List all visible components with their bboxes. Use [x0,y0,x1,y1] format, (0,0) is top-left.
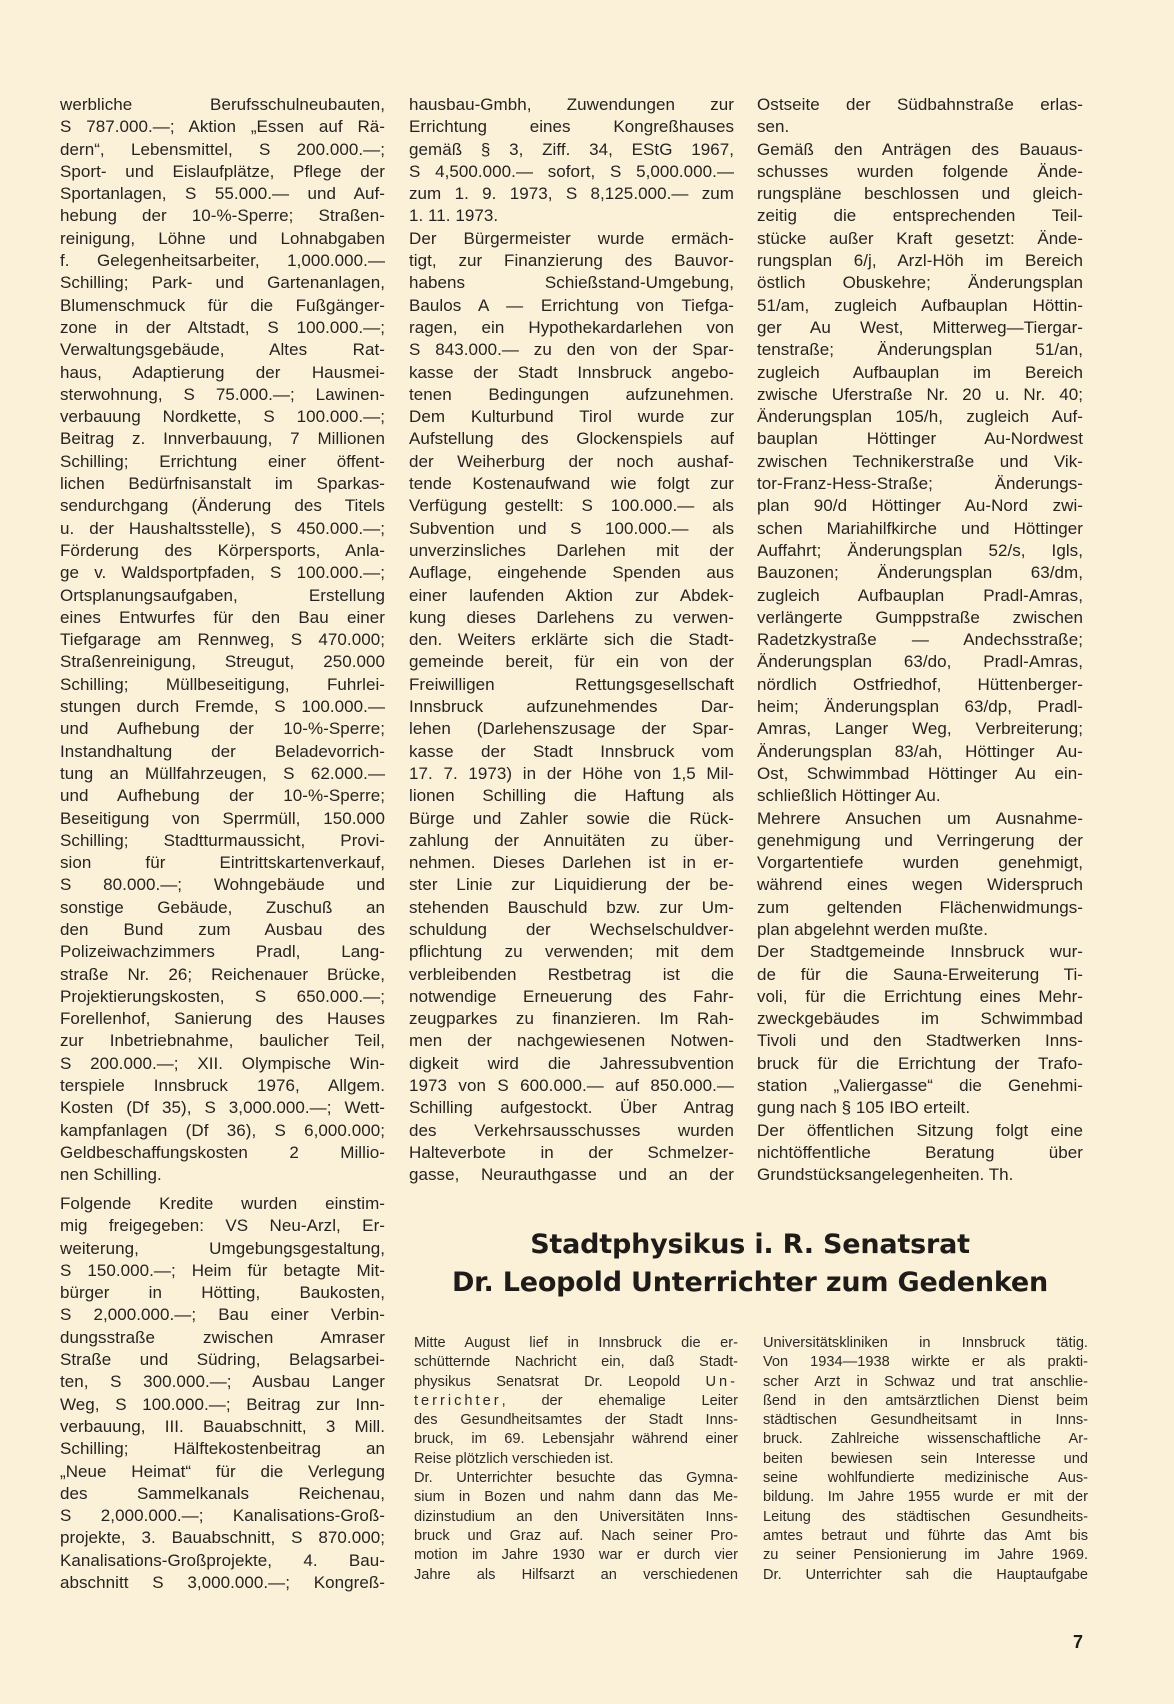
text-line: Amras, Langer Weg, Verbreiterung; [757,719,1083,739]
text-line: Sportanlagen, S 55.000.— und Auf- [60,184,385,204]
text-line: den Bund zum Ausbau des [60,919,385,939]
obituary-column-1 [414,1334,738,1585]
article-column-3 [757,94,1083,1187]
text-line: f. Gelegenheitsarbeiter, 1,000.000.— [60,251,385,271]
text-line: nehmen. Dieses Darlehen ist in er- [409,853,734,873]
text-line: Forellenhof, Sanierung des Hauses [60,1009,385,1029]
text-line: 1. 11. 1973. [409,206,499,226]
text-line: S 4,500.000.— sofort, S 5,000.000.— [409,161,734,181]
text-line: zweckgebäudes im Schwimmbad [757,1009,1083,1029]
text-line: tor-Franz-Hess-Straße; Änderungs- [757,474,1083,494]
text-line: tung an Müllfahrzeugen, S 62.000.— [60,763,385,783]
text-line: Der Stadtgemeinde Innsbruck wur- [757,942,1083,962]
text-line: Der Bürgermeister wurde ermäch- [409,228,734,248]
text-line: hebung der 10-%-Sperre; Straßen- [60,206,385,226]
text-line: 51/am, zugleich Aufbauplan Höttin- [757,295,1083,315]
text-line: Dr. Unterrichter sah die Hauptaufgabe [763,1566,1088,1583]
text-line: Universitätskliniken in Innsbruck tätig. [763,1335,1088,1351]
text-line: zeitig die entsprechenden Teil- [757,206,1083,226]
text-line: reinigung, Löhne und Lohnabgaben [60,228,385,248]
text-line: zahlung der Annuitäten zu über- [409,830,734,850]
text-line: motion im Jahre 1930 war er durch vier [414,1547,738,1564]
text-line: ster Linie zur Liquidierung der be- [409,875,734,895]
text-line: Folgende Kredite wurden einstim- [60,1194,385,1213]
text-line: sendurchgang (Änderung des Titels [60,496,385,516]
text-line: bauplan Höttinger Au-Nordwest [757,429,1083,449]
obituary-headline-line-1: Stadtphysikus i. R. Senatsrat [530,1229,970,1260]
text-line: Halteverbote in der Schmelzer- [409,1142,734,1162]
text-line: gung nach § 105 IBO erteilt. [757,1098,971,1118]
text-line: kasse der Stadt Innsbruck vom [409,741,734,761]
text-line: und Aufhebung der 10-%-Sperre; [60,719,385,739]
text-line: östlich Obuskehre; Änderungsplan [757,273,1083,293]
text-line: schließlich Höttinger Au. [757,786,941,806]
text-line: zu seiner Pensionierung im Jahre 1969. [763,1547,1088,1564]
text-line: Innsbruck aufzunehmendes Dar- [409,697,734,717]
text-line: projekte, 3. Bauabschnitt, S 870.000; [60,1528,385,1548]
text-line: rungsplan 6/j, Arzl-Höh im Bereich [757,251,1083,271]
text-line: nichtöffentliche Beratung über [757,1142,1083,1162]
text-line: voli, für die Errichtung eines Mehr- [757,986,1083,1006]
text-line: S 2,000.000.—; Bau einer Verbin- [60,1305,385,1325]
text-line: Straßenreinigung, Streugut, 250.000 [60,652,385,672]
text-line: und Aufhebung der 10-%-Sperre; [60,786,385,806]
text-line: des Sammelkanals Reichenau, [60,1483,385,1503]
text-line: Jahre als Hilfsarzt an verschiedenen [414,1566,738,1583]
text-line: ge v. Waldsportpfaden, S 100.000.—; [60,563,385,583]
text-line: Freiwilligen Rettungsgesellschaft [409,674,734,694]
text-line: ßend in den amtsärztlichen Dienst beim [763,1392,1088,1409]
text-line: zugleich Aufbauplan im Bereich [757,362,1083,382]
text-line: Baulos A — Errichtung von Tiefga- [409,295,734,315]
text-line: ger Au West, Mitterweg—Tiergar- [757,317,1083,337]
obituary-headline [410,1226,1090,1302]
text-line: Mehrere Ansuchen um Ausnahme- [757,808,1083,828]
text-line: Geldbeschaffungskosten 2 Millio- [60,1142,385,1162]
text-line: bruck, im 69. Lebensjahr während einer [414,1431,738,1448]
text-line: Schilling; Hälftekostenbeitrag an [60,1439,385,1459]
text-line: beiten bewiesen sein Interesse und [763,1450,1088,1467]
text-line: zone in der Altstadt, S 100.000.—; [60,317,385,337]
text-line: nördlich Ostfriedhof, Hüttenberger- [757,674,1083,694]
text-line: nen Schilling. [60,1165,162,1185]
text-line: u. der Haushaltsstelle), S 450.000.—; [60,518,385,538]
text-line: 1973 von S 600.000.— auf 850.000.— [409,1076,734,1096]
text-line: plan abgelehnt werden mußte. [757,919,989,939]
text-line: Polizeiwachzimmers Pradl, Lang- [60,942,385,962]
text-line: zur Inbetriebnahme, baulicher Teil, [60,1031,385,1051]
text-line: sium in Bozen und nahm dann das Me- [414,1489,738,1506]
text-line: Auffahrt; Änderungsplan 52/s, Igls, [757,540,1083,560]
text-line: Ortsplanungsaufgaben, Erstellung [60,585,385,605]
text-line: dern“, Lebensmittel, S 200.000.—; [60,139,385,159]
page-number: 7 [1073,1632,1084,1652]
text-line: habens Schießstand-Umgebung, [409,273,734,293]
text-line: Förderung des Körpersports, Anla- [60,540,385,560]
text-line: Schilling; Müllbeseitigung, Fuhrlei- [60,674,385,694]
article-column-1-credits-paragraph [60,1193,385,1594]
text-line: scher Arzt in Schwaz und trat anschlie- [763,1373,1088,1390]
text-line: station „Valiergasse“ die Genehmi- [757,1076,1083,1096]
text-line: Schilling aufgestockt. Über Antrag [409,1098,734,1118]
text-line: seine wohlfundierte medizinische Aus- [763,1470,1088,1487]
article-column-1 [60,94,385,1187]
text-line: mig freigegeben: VS Neu-Arzl, Er- [60,1216,385,1236]
text-line: Beitrag z. Innverbauung, 7 Millionen [60,429,385,449]
text-line: amtes betraut und führte das Amt bis [763,1527,1088,1544]
text-line: verbauung Nordkette, S 100.000.—; [60,407,385,427]
text-line: des Verkehrsausschusses wurden [409,1120,734,1140]
text-line: terspiele Innsbruck 1976, Allgem. [60,1076,385,1096]
text-line: Verfügung gestellt: S 100.000.— als [409,496,734,516]
text-line: „Neue Heimat“ für die Verlegung [60,1461,385,1481]
text-line: Tiefgarage am Rennweg, S 470.000; [60,630,385,650]
text-line: Bauzonen; Änderungsplan 63/dm, [757,563,1083,583]
text-line: digkeit wird die Jahressubvention [409,1053,734,1073]
text-line: straße Nr. 26; Reichenauer Brücke, [60,964,385,984]
text-line: Ost, Schwimmbad Höttinger Au ein- [757,763,1083,783]
text-line: Weg, S 100.000.—; Beitrag zur Inn- [60,1394,385,1414]
text-line: städtischen Gesundheitsamt in Inns- [763,1412,1088,1429]
text-line: einer laufenden Aktion zur Abdek- [409,585,734,605]
text-line: Leitung des städtischen Gesundheits- [763,1508,1088,1525]
text-line: Vorgartentiefe wurden genehmigt, [757,853,1083,873]
text-line: kasse der Stadt Innsbruck angebo- [409,362,734,382]
text-line: verlängerte Gumppstraße zwischen [757,607,1083,627]
text-line: Änderungsplan 105/h, zugleich Auf- [757,407,1083,427]
text-line: zeugparkes zu finanzieren. Im Rah- [409,1009,734,1029]
text-line: men der nachgewiesenen Notwen- [409,1031,734,1051]
text-line: gasse, Neurauthgasse und an der [409,1165,734,1185]
text-line: stücke außer Kraft gesetzt: Ände- [757,228,1083,248]
text-line: S 787.000.—; Aktion „Essen auf Rä- [60,117,385,137]
text-line: schusses wurden folgende Ände- [757,161,1083,181]
text-line: de für die Sauna-Erweiterung Ti- [757,964,1083,984]
text-line: sion für Eintrittskartenverkauf, [60,853,385,873]
text-line: eines Entwurfes für den Bau einer [60,607,385,627]
text-line: sonstige Gebäude, Zuschuß an [60,897,385,917]
text-line: dungsstraße zwischen Amraser [60,1327,385,1347]
text-line: Straße und Südring, Belagsarbei- [60,1350,385,1370]
text-line: Subvention und S 100.000.— als [409,518,734,538]
text-line: Von 1934—1938 wirkte er als prakti- [763,1354,1088,1371]
text-line: Ostseite der Südbahnstraße erlas- [757,95,1083,114]
text-line: schuldung der Wechselschuldver- [409,919,734,939]
obituary-headline-line-2: Dr. Leopold Unterrichter zum Gedenken [451,1267,1049,1298]
article-column-2 [409,94,734,1187]
text-line: Mitte August lief in Innsbruck die er- [414,1335,738,1351]
text-line: tende Kostenaufwand wie folgt zur [409,474,734,494]
text-line: werbliche Berufsschulneubauten, [60,95,385,114]
text-line: schütternde Nachricht ein, daß Stadt- [414,1354,738,1371]
text-line: tigt, zur Finanzierung des Bauvor- [409,251,734,271]
text-line: Der öffentlichen Sitzung folgt eine [757,1120,1083,1140]
text-line: bürger in Hötting, Baukosten, [60,1283,385,1303]
text-line: Änderungsplan 83/ah, Höttinger Au- [757,741,1083,761]
text-line: S 2,000.000.—; Kanalisations-Groß- [60,1506,385,1526]
text-line: lichen Bedürfnisanstalt im Sparkas- [60,474,385,494]
text-line: Schilling; Errichtung einer öffent- [60,451,385,471]
text-line: Tivoli und den Stadtwerken Inns- [757,1031,1083,1051]
text-line: kung dieses Darlehens zu verwen- [409,607,734,627]
text-line: lehen (Darlehenszusage der Spar- [409,719,734,739]
text-line: verbauung, III. Bauabschnitt, 3 Mill. [60,1416,385,1436]
text-line: stehenden Bauschuld bzw. zur Um- [409,897,734,917]
text-line: schen Mariahilfkirche und Höttinger [757,518,1083,538]
text-line: Beseitigung von Sperrmüll, 150.000 [60,808,385,828]
text-line: ragen, ein Hypothekardarlehen von [409,317,734,337]
text-line: tenstraße; Änderungsplan 51/an, [757,340,1083,360]
text-line: Blumenschmuck für die Fußgänger- [60,295,385,315]
text-line: zum geltenden Flächenwidmungs- [757,897,1083,917]
text-line: zum 1. 9. 1973, S 8,125.000.— zum [409,184,734,204]
text-line: Kanalisations-Großprojekte, 4. Bau- [60,1550,385,1570]
text-line: bruck. Zahlreiche wissenschaftliche Ar- [763,1431,1088,1448]
text-line: Änderungsplan 63/do, Pradl-Amras, [757,652,1083,672]
text-line: S 80.000.—; Wohngebäude und [60,875,385,895]
text-line: dizinstudium an den Universitäten Inns- [414,1508,738,1525]
text-line: hausbau-Gmbh, Zuwendungen zur [409,95,734,114]
text-line: S 843.000.— zu den von der Spar- [409,340,734,360]
text-line: lionen Schilling die Haftung als [409,786,734,806]
text-line: S 200.000.—; XII. Olympische Win- [60,1053,385,1073]
text-line: Dr. Unterrichter besuchte das Gymna- [414,1470,738,1487]
text-line: rungspläne beschlossen und gleich- [757,184,1083,204]
text-line: tenen Bedingungen aufzunehmen. [409,384,734,404]
text-line: Grundstücksangelegenheiten. Th. [757,1165,1014,1185]
text-line: des Gesundheitsamtes der Stadt Inns- [414,1412,738,1429]
text-line: plan 90/d Höttinger Au-Nord zwi- [757,496,1083,516]
text-line: Sport- und Eislaufplätze, Pflege der [60,161,385,181]
text-line: der Weiherburg der noch aushaf- [409,451,734,471]
text-line: terrichter, der ehemalige Leiter [414,1392,738,1409]
text-line: zwische Uferstraße Nr. 20 u. Nr. 40; [757,384,1083,404]
text-line: Errichtung eines Kongreßhauses [409,117,734,137]
text-line: stungen durch Fremde, S 100.000.— [60,697,385,717]
text-line: bruck für die Errichtung der Trafo- [757,1053,1083,1073]
text-line: ten, S 300.000.—; Ausbau Langer [60,1372,385,1392]
text-line: Gemäß den Anträgen des Bauaus- [757,139,1083,159]
text-line: haus, Adaptierung der Hausmei- [60,362,385,382]
text-line: heim; Änderungsplan 63/dp, Pradl- [757,697,1083,717]
text-line: Aufstellung des Glockenspiels auf [409,429,734,449]
text-line: physikus Senatsrat Dr. Leopold Un- [414,1373,738,1390]
text-line: 17. 7. 1973) in der Höhe von 1,5 Mil- [409,763,734,783]
text-line: zwischen Technikerstraße und Vik- [757,451,1083,471]
text-line: kampfanlagen (Df 36), S 6,000.000; [60,1120,385,1140]
text-line: den. Weiters erklärte sich die Stadt- [409,630,734,650]
text-line: sen. [757,117,790,137]
text-line: Kosten (Df 35), S 3,000.000.—; Wett- [60,1098,385,1118]
text-line: bildung. Im Jahre 1955 wurde er mit der [763,1489,1088,1506]
text-line: Radetzkystraße — Andechsstraße; [757,630,1083,650]
text-line: Schilling; Park- und Gartenanlagen, [60,273,385,293]
text-line: Schilling; Stadtturmaussicht, Provi- [60,830,385,850]
text-line: gemäß § 3, Ziff. 34, EStG 1967, [409,139,734,159]
text-line: weiterung, Umgebungsgestaltung, [60,1238,385,1258]
text-line: bruck und Graz auf. Nach seiner Pro- [414,1527,738,1544]
text-line: Auflage, eingehende Spenden aus [409,563,734,583]
text-line: pflichtung zu verwenden; mit dem [409,942,734,962]
text-line: gemeinde bereit, für ein von der [409,652,734,672]
text-line: Reise plötzlich verschieden ist. [414,1450,614,1467]
text-line: während eines wegen Widerspruch [757,875,1083,895]
obituary-column-2 [763,1334,1088,1585]
text-line: unverzinsliches Darlehen mit der [409,540,734,560]
text-line: Bürge und Zahler sowie die Rück- [409,808,734,828]
text-line: sterwohnung, S 75.000.—; Lawinen- [60,384,385,404]
text-line: genehmigung und Verringerung der [757,830,1083,850]
text-line: Verwaltungsgebäude, Altes Rat- [60,340,385,360]
text-line: Dem Kulturbund Tirol wurde zur [409,407,734,427]
text-line: verbleibenden Restbetrag ist die [409,964,734,984]
text-line: Instandhaltung der Beladevorrich- [60,741,385,761]
text-line: S 150.000.—; Heim für betagte Mit- [60,1260,385,1280]
text-line: Projektierungskosten, S 650.000.—; [60,986,385,1006]
text-line: notwendige Erneuerung des Fahr- [409,986,734,1006]
text-line: zugleich Aufbauplan Pradl-Amras, [757,585,1083,605]
text-line: abschnitt S 3,000.000.—; Kongreß- [60,1573,385,1593]
